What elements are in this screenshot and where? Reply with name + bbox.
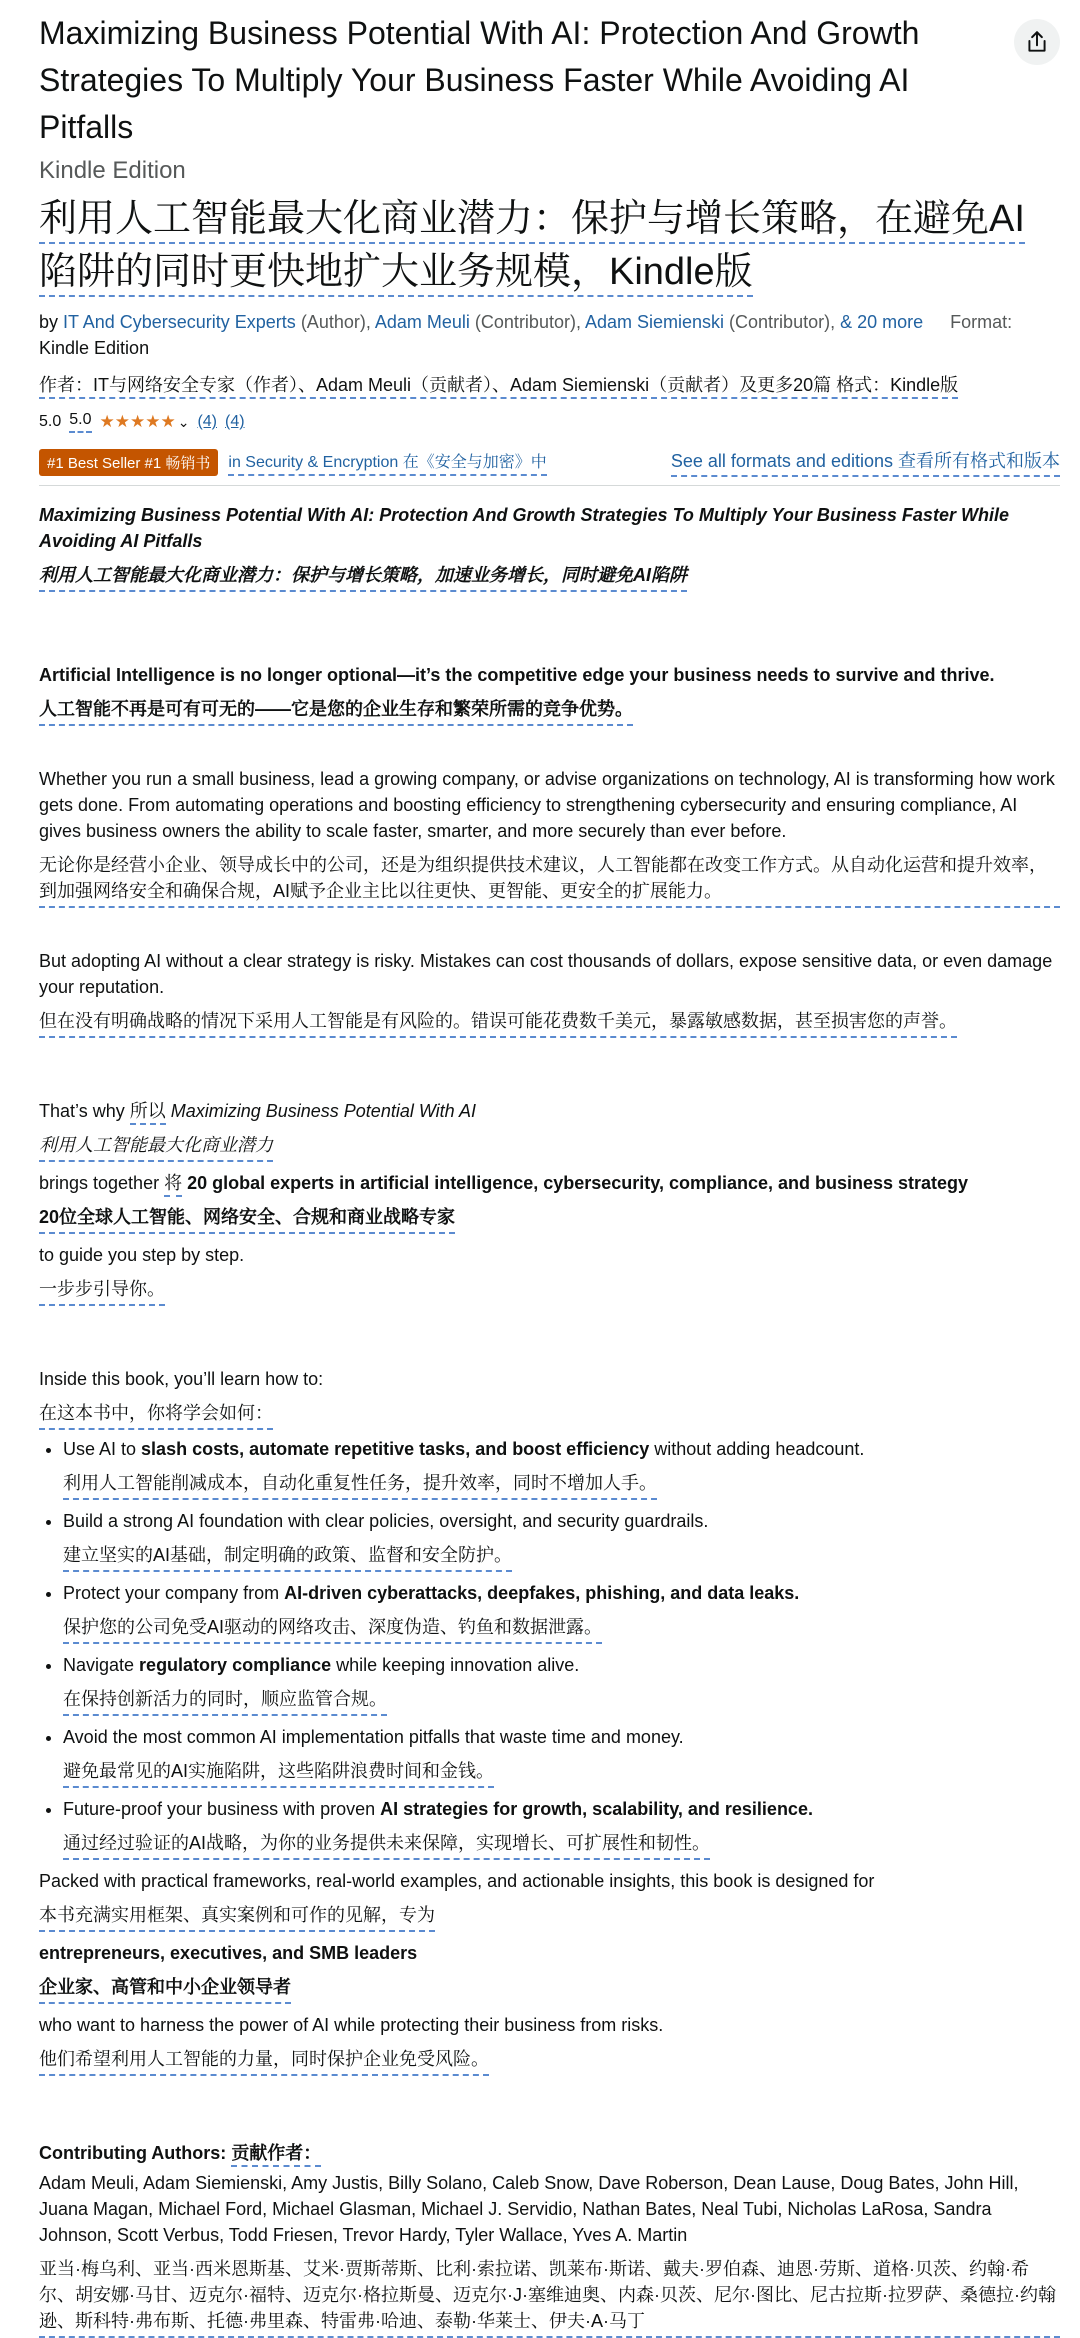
brings-line — [39, 1170, 1060, 1196]
bullet-bold: slash costs, automate repetitive tasks, and boost efficiency — [141, 1439, 650, 1459]
desc-p3: But adopting AI without a clear strategy is risky. Mistakes can cost thousands of dollars, expose sensitive data, or even damage your reputation. — [39, 951, 1053, 997]
learn-list-item — [63, 1796, 1060, 1860]
learn-list-item — [63, 1724, 1060, 1788]
inside-cn: 在这本书中，你将学会如何： — [39, 1400, 273, 1430]
chevron-down-icon[interactable]: ⌄ — [177, 413, 190, 430]
desc-heading-cn: 利用人工智能最大化商业潜力：保护与增长策略，加速业务增长，同时避免AI陷阱 — [39, 562, 687, 592]
badge-row — [39, 447, 1060, 477]
share-icon — [1024, 29, 1050, 55]
audience-text: entrepreneurs, executives, and SMB leaders — [39, 1943, 418, 1963]
author-link-3[interactable]: Adam Siemienski — [584, 312, 725, 332]
learn-list-item — [63, 1652, 1060, 1716]
byline-cn: 作者：IT与网络安全专家（作者）、Adam Meuli（贡献者）、Adam Siemienski（贡献者）及更多20篇 格式：Kindle版 — [39, 375, 958, 399]
thats-why-line — [39, 1098, 1060, 1124]
bullet-cn: 在保持创新活力的同时，顺应监管合规。 — [63, 1686, 387, 1716]
thats-why-cn: 所以 — [130, 1101, 166, 1125]
bullet-cn: 保护您的公司免受AI驱动的网络攻击、深度伪造、钓鱼和数据泄露。 — [63, 1614, 602, 1644]
desc-p2-cn: 无论你是经营小企业、领导成长中的公司，还是为组织提供技术建议，人工智能都在改变工作方式。从自动化运营和提升效率，到加强网络安全和确保合规，AI赋予企业主比以往更快、更智能、更安全的扩展能力。 — [39, 852, 1060, 908]
bullet-cn: 利用人工智能削减成本，自动化重复性任务，提升效率，同时不增加人手。 — [63, 1470, 657, 1500]
bullet-text: Protect your company from — [63, 1583, 285, 1603]
book-name: Maximizing Business Potential With AI — [170, 1101, 477, 1121]
contributors-list: Adam Meuli, Adam Siemienski, Amy Justis, Billy Solano, Caleb Snow, Dave Roberson, Dean Lause, Doug Bates, John Hill, Juana Magan, Michael Ford, Michael Glasman, Michael J. Servidio, Nathan Bates, Neal Tubi, Nicholas LaRosa, Sandra Johnson, Scott Verbus, Todd Friesen, Trevor Hardy, Tyler Wallace, Yves A. Martin — [39, 2173, 1019, 2245]
rating-count-link-cn[interactable]: (4) — [225, 413, 245, 430]
author-role-3: (Contributor), — [729, 312, 836, 332]
rating-value: 5.0 — [39, 413, 62, 430]
bullet-text: Future-proof your business with proven — [63, 1799, 381, 1819]
bullet-cn: 建立坚实的AI基础，制定明确的政策、监督和安全防护。 — [63, 1542, 512, 1572]
author-role-1: (Author), — [300, 312, 371, 332]
product-page — [0, 10, 1080, 2331]
author-link-2[interactable]: Adam Meuli — [374, 312, 470, 332]
best-seller-badge[interactable]: #1 Best Seller #1 畅销书 — [39, 449, 218, 476]
packed-cn: 本书充满实用框架、真实案例和可作的见解，专为 — [39, 1902, 435, 1932]
desc-p3-cn: 但在没有明确战略的情况下采用人工智能是有风险的。错误可能花费数千美元，暴露敏感数据，甚至损害您的声誉。 — [39, 1008, 957, 1038]
contrib-label: Contributing Authors: — [39, 2143, 227, 2163]
learn-list-item — [63, 1508, 1060, 1572]
guide-text: to guide you step by step. — [39, 1245, 245, 1265]
more-authors-link[interactable]: & 20 more — [840, 312, 924, 332]
harness-text: who want to harness the power of AI while protecting their business from risks. — [39, 2015, 664, 2035]
product-description — [39, 502, 1060, 2338]
author-role-2: (Contributor), — [474, 312, 581, 332]
byline — [39, 309, 1060, 361]
bullet-text-end: without adding headcount. — [649, 1439, 865, 1459]
thats-why-text: That’s why — [39, 1101, 125, 1121]
bullet-bold: AI-driven cyberattacks, deepfakes, phishing, and data leaks. — [284, 1583, 800, 1603]
packed-text: Packed with practical frameworks, real-world examples, and actionable insights, this book is designed for — [39, 1871, 875, 1891]
brings-text: brings together — [39, 1173, 160, 1193]
bullet-text-end: while keeping innovation alive. — [331, 1655, 580, 1675]
book-name-cn: 利用人工智能最大化商业潜力 — [39, 1132, 273, 1162]
bullet-cn: 避免最常见的AI实施陷阱，这些陷阱浪费时间和金钱。 — [63, 1758, 494, 1788]
desc-p1-cn: 人工智能不再是可有可无的——它是您的企业生存和繁荣所需的竞争优势。 — [39, 696, 633, 726]
learn-list-item — [63, 1580, 1060, 1644]
rating-value-cn: 5.0 — [69, 411, 91, 433]
contributors-list-cn: 亚当·梅乌利、亚当·西米恩斯基、艾米·贾斯蒂斯、比利·索拉诺、凯莱布·斯诺、戴夫·罗伯森、迪恩·劳斯、道格·贝茨、约翰·希尔、胡安娜·马甘、迈克尔·福特、迈克尔·格拉斯曼、迈克尔·J·塞维迪奥、内森·贝茨、尼尔·图比、尼古拉斯·拉罗萨、桑德拉·约翰逊、斯科特·弗布斯、托德·弗里森、特雷弗·哈迪、泰勒·华莱士、伊夫·A·马丁 — [39, 2256, 1060, 2338]
inside-text: Inside this book, you’ll learn how to: — [39, 1369, 324, 1389]
desc-heading: Maximizing Business Potential With AI: Protection And Growth Strategies To Multiply Your Business Faster While Avoiding AI Pitfalls — [39, 505, 1009, 551]
format-value: Kindle Edition — [39, 338, 150, 358]
experts-text: 20 global experts in artificial intelligence, cybersecurity, compliance, and business strategy — [187, 1173, 969, 1193]
product-title: Maximizing Business Potential With AI: Protection And Growth Strategies To Multiply Your Business Faster While Avoiding AI Pitfalls — [39, 15, 920, 145]
bullet-text: Avoid the most common AI implementation pitfalls that waste time and money. — [63, 1727, 684, 1747]
share-button[interactable] — [1014, 19, 1060, 65]
contrib-heading — [39, 2140, 1060, 2166]
divider — [39, 485, 1060, 486]
bullet-bold: regulatory compliance — [139, 1655, 332, 1675]
desc-p1: Artificial Intelligence is no longer optional—it’s the competitive edge your business needs to survive and thrive. — [39, 665, 995, 685]
contrib-label-cn: 贡献作者： — [231, 2143, 321, 2167]
bullet-text: Navigate — [63, 1655, 140, 1675]
harness-cn: 他们希望利用人工智能的力量，同时保护企业免受风险。 — [39, 2046, 489, 2076]
by-label: by — [39, 312, 59, 332]
desc-p2: Whether you run a small business, lead a growing company, or advise organizations on technology, AI is transforming how work gets done. From automating operations and boosting efficiency to strengthening cybersecurity and ensuring compliance, AI gives business owners the ability to scale faster, smarter, and more securely than ever before. — [39, 769, 1055, 841]
learn-list — [39, 1436, 1060, 1860]
rating-row — [39, 411, 1060, 433]
bullet-text: Use AI to — [63, 1439, 142, 1459]
star-rating-icon[interactable]: ★★★★★ — [99, 412, 176, 431]
author-link-1[interactable]: IT And Cybersecurity Experts — [63, 312, 296, 332]
guide-cn: 一步步引导你。 — [39, 1276, 165, 1306]
category-link[interactable]: in Security & Encryption 在《安全与加密》中 — [228, 449, 546, 476]
bullet-text: Build a strong AI foundation with clear policies, oversight, and security guardrails. — [63, 1511, 709, 1531]
brings-cn: 将 — [164, 1173, 182, 1197]
see-all-formats-link[interactable]: See all formats and editions 查看所有格式和版本 — [671, 447, 1060, 477]
bullet-cn: 通过经过验证的AI战略，为你的业务提供未来保障，实现增长、可扩展性和韧性。 — [63, 1830, 710, 1860]
format-label: Format: — [950, 312, 1013, 332]
edition-label: Kindle Edition — [39, 157, 186, 184]
bullet-bold: AI strategies for growth, scalability, and resilience. — [380, 1799, 813, 1819]
rating-count-link[interactable]: (4) — [197, 413, 217, 430]
learn-list-item — [63, 1436, 1060, 1500]
audience-cn: 企业家、高管和中小企业领导者 — [39, 1974, 291, 2004]
product-title-cn: 利用人工智能最大化商业潜力：保护与增长策略，在避免AI陷阱的同时更快地扩大业务规模，Kindle版 — [39, 198, 1025, 297]
experts-cn: 20位全球人工智能、网络安全、合规和商业战略专家 — [39, 1204, 455, 1234]
